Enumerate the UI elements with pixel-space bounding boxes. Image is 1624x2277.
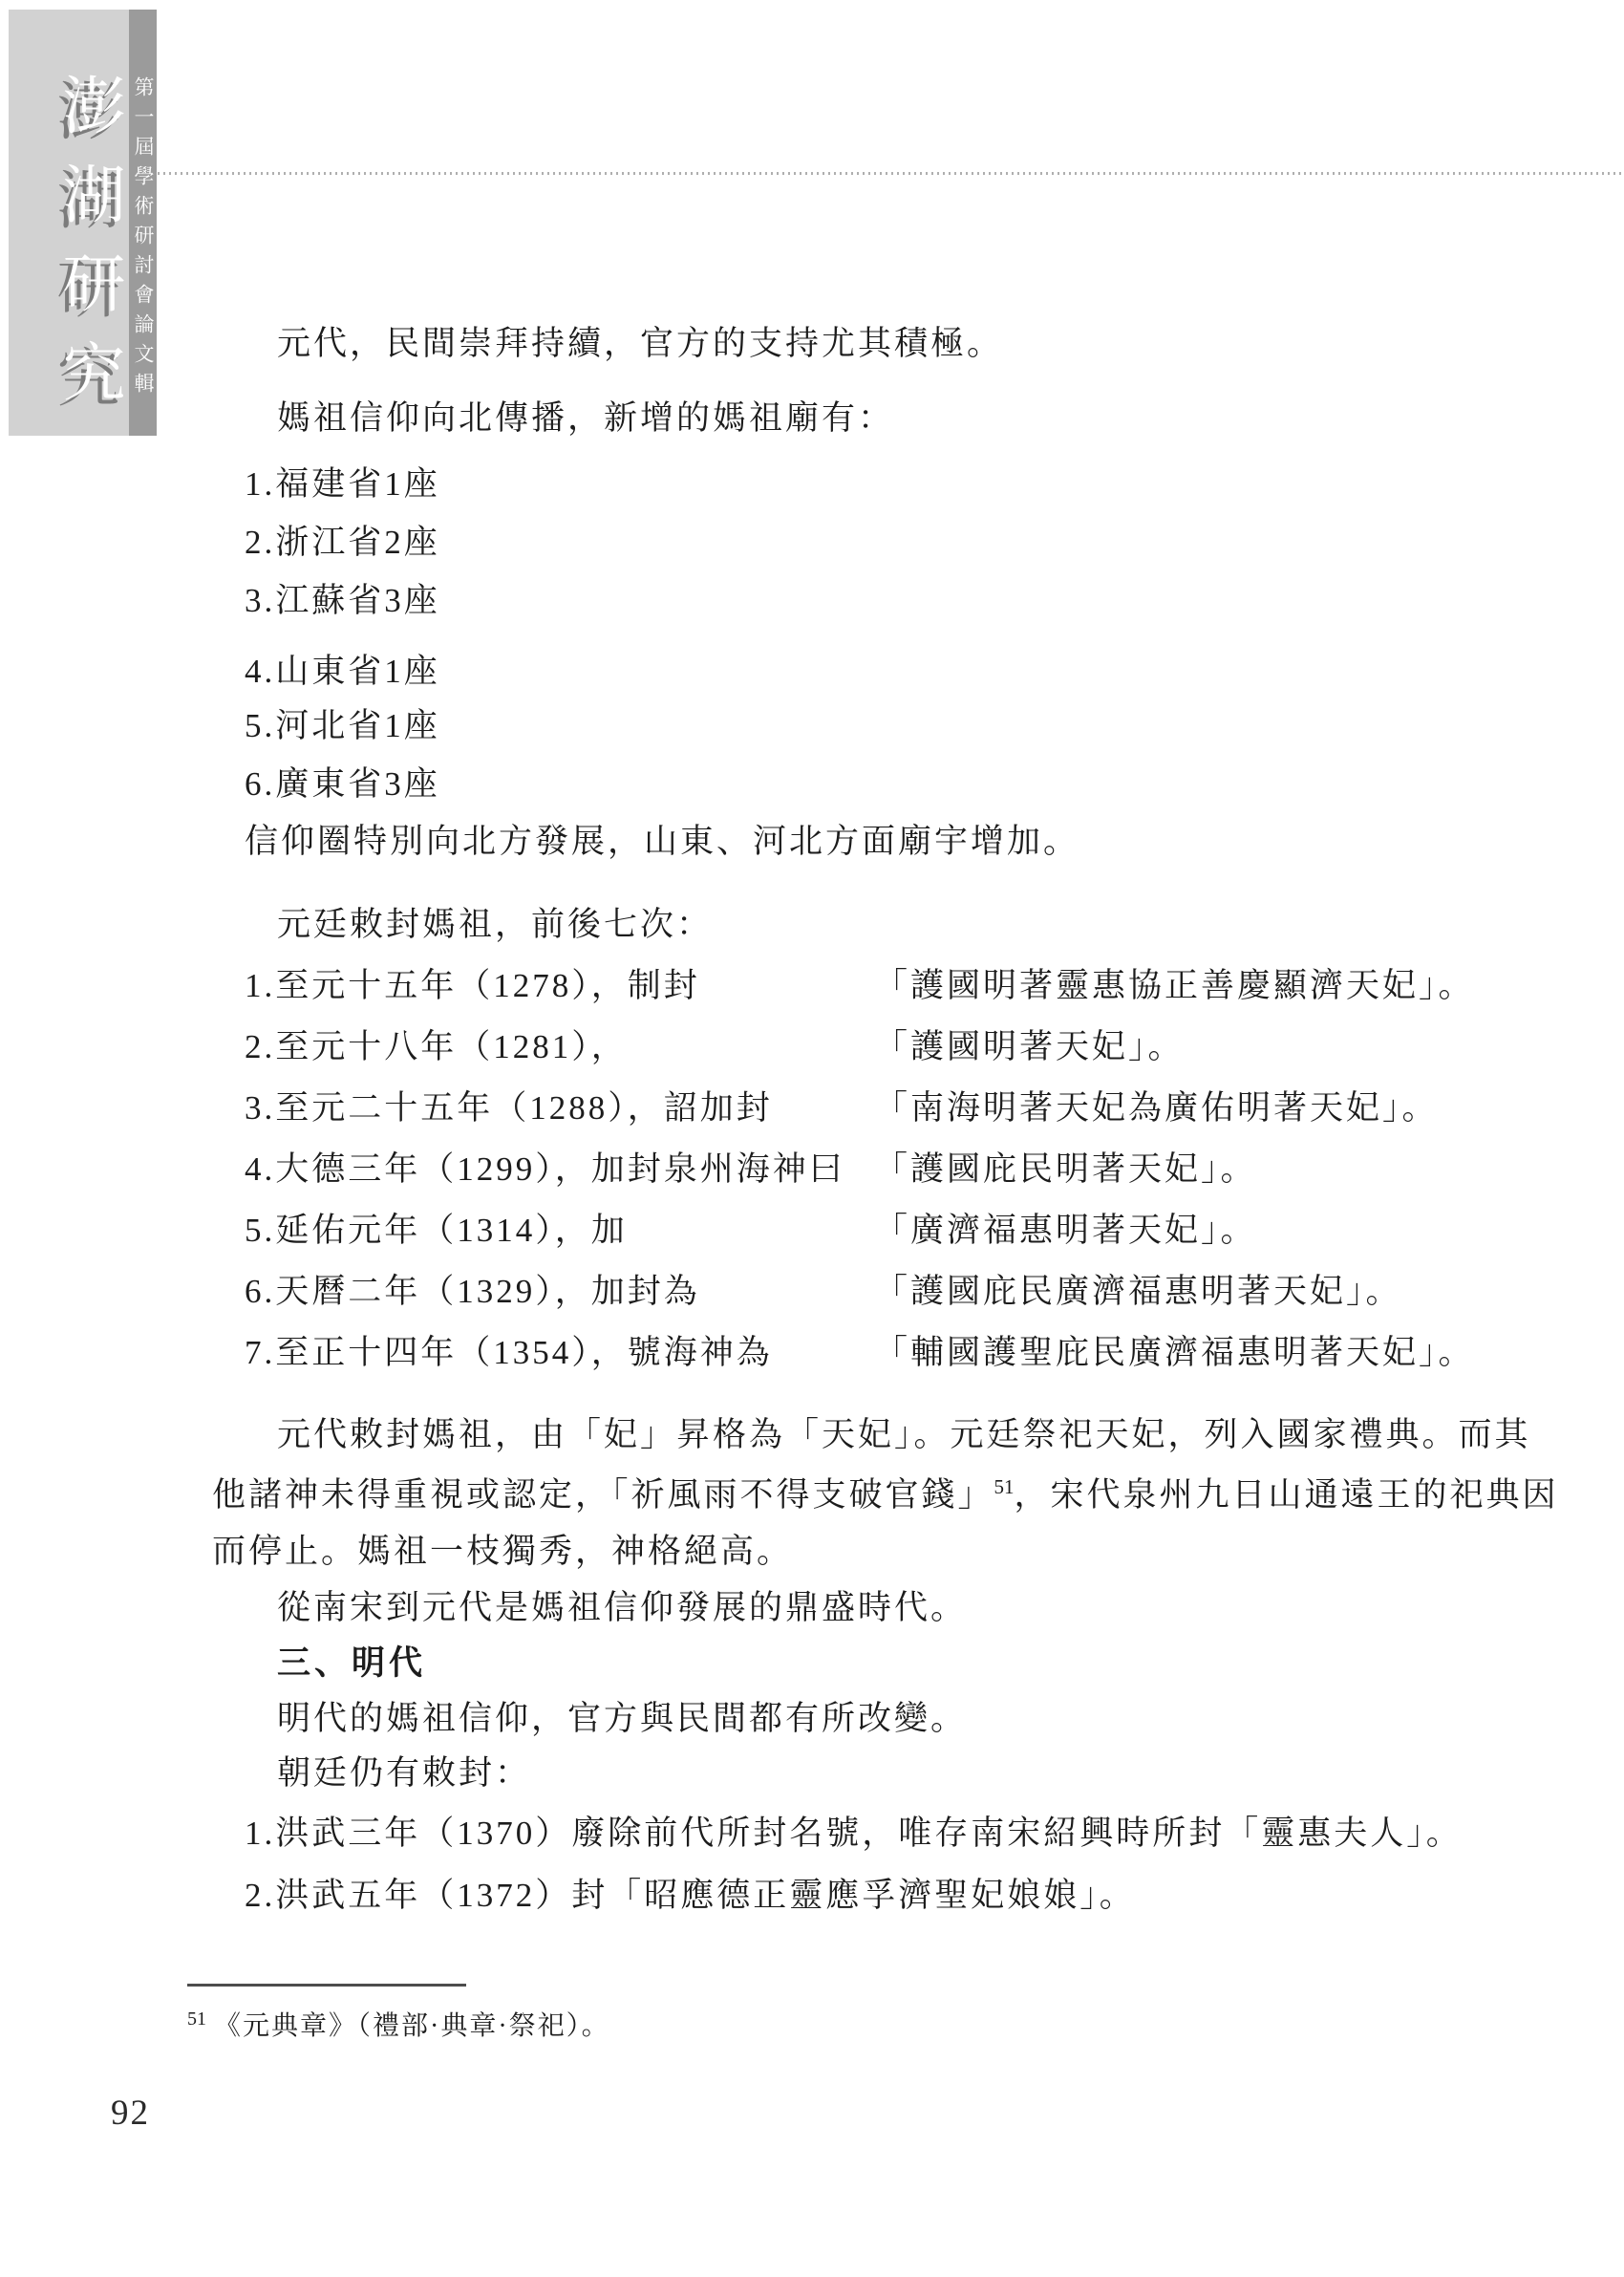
peak-line: 從南宋到元代是媽祖信仰發展的鼎盛時代。 <box>277 1589 968 1626</box>
edict-item-left: 2.至元十八年（1281）， <box>245 1028 628 1065</box>
edict-item-title: 「輔國護聖庇民廣濟福惠明著天妃」。 <box>874 1334 1475 1371</box>
belief-note: 信仰圈特別向北方發展，山東、河北方面廟宇增加。 <box>245 823 1080 860</box>
paragraph-intro: 元代，民間崇拜持續，官方的支持尤其積極。 <box>277 325 1004 362</box>
summary-line-text: 他諸神未得重視或認定，「祈風雨不得支破官錢」 <box>212 1476 994 1514</box>
summary-line-text: ，宋代泉州九日山通遠王的祀典因 <box>1014 1476 1559 1514</box>
book-title-vertical: 澎湖研究 <box>53 73 122 428</box>
ming-line: 明代的媽祖信仰，官方與民間都有所改變。 <box>277 1700 968 1737</box>
book-subtitle-vertical: 第一屆學術研討會論文輯 <box>132 76 155 402</box>
temple-list-item: 2.浙江省2座 <box>245 524 440 561</box>
edict-intro: 元廷敕封媽祖，前後七次： <box>277 906 714 943</box>
page-number: 92 <box>111 2094 150 2133</box>
edict-item-title: 「南海明著天妃為廣佑明著天妃」。 <box>874 1089 1439 1127</box>
temple-list-item: 6.廣東省3座 <box>245 765 440 803</box>
edict-item-left: 7.至正十四年（1354），號海神為 <box>245 1334 773 1371</box>
edict-item-title: 「護國明著靈惠協正善慶顯濟天妃」。 <box>874 967 1475 1004</box>
edict-item-title: 「護國明著天妃」。 <box>874 1028 1185 1065</box>
ming-edict-item: 1.洪武三年（1370）廢除前代所封名號，唯存南宋紹興時所封「靈惠夫人」。 <box>245 1815 1463 1852</box>
ming-line: 朝廷仍有敕封： <box>277 1754 532 1792</box>
footnote-text: 《元典章》（禮部·典章·祭祀）。 <box>214 2011 610 2041</box>
edict-item-left: 5.延佑元年（1314），加 <box>245 1212 628 1249</box>
edict-item-left: 1.至元十五年（1278），制封 <box>245 967 700 1004</box>
edict-item-left: 6.天曆二年（1329），加封為 <box>245 1273 700 1310</box>
footnote-marker: 51 <box>187 2008 206 2030</box>
temple-list-item: 3.江蘇省3座 <box>245 582 440 619</box>
edict-item-title: 「護國庇民明著天妃」。 <box>874 1150 1257 1188</box>
edict-item-left: 3.至元二十五年（1288），詔加封 <box>245 1089 773 1127</box>
footnote-rule <box>187 1984 466 1987</box>
summary-line: 而停止。媽祖一枝獨秀，神格絕高。 <box>212 1533 794 1570</box>
temple-list-item: 4.山東省1座 <box>245 653 440 690</box>
summary-line: 元代敕封媽祖，由「妃」昇格為「天妃」。元廷祭祀天妃，列入國家禮典。而其 <box>277 1416 1531 1453</box>
ming-edict-item: 2.洪武五年（1372）封「昭應德正靈應孚濟聖妃娘娘」。 <box>245 1877 1136 1914</box>
paragraph-spread: 媽祖信仰向北傳播，新增的媽祖廟有： <box>277 399 895 437</box>
temple-list-item: 1.福建省1座 <box>245 465 440 503</box>
section-heading-ming: 三、明代 <box>277 1644 427 1682</box>
edict-item-title: 「護國庇民廣濟福惠明著天妃」。 <box>874 1273 1402 1310</box>
edict-item-title: 「廣濟福惠明著天妃」。 <box>874 1212 1257 1249</box>
edict-item-left: 4.大德三年（1299），加封泉州海神曰 <box>245 1150 845 1188</box>
footnote-reference: 51 <box>994 1475 1015 1498</box>
footnote <box>187 2005 610 2043</box>
dotted-divider <box>158 172 1624 175</box>
temple-list-item: 5.河北省1座 <box>245 707 440 744</box>
summary-line <box>212 1476 1559 1518</box>
